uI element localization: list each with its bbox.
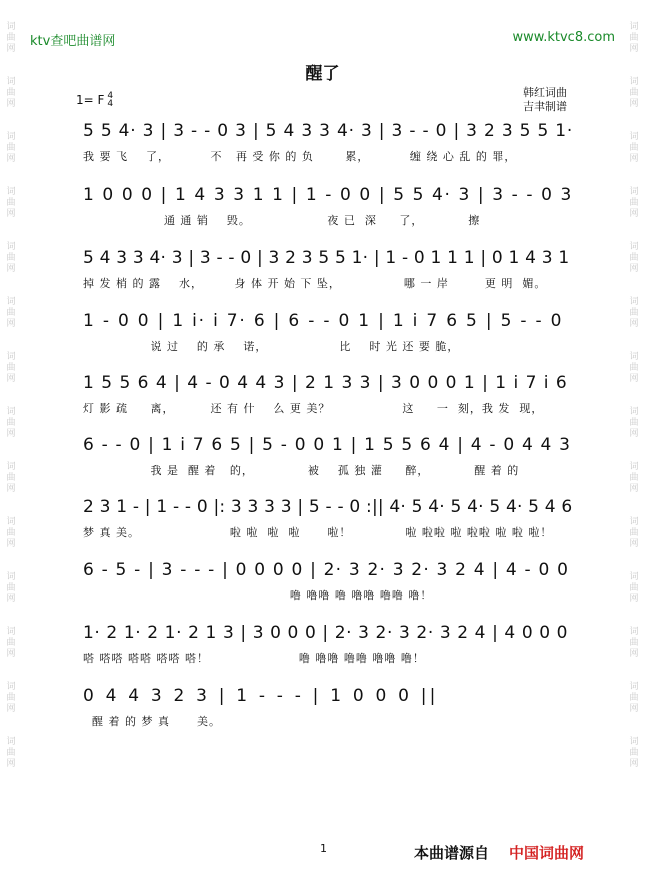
page-title: 醒了 [305, 64, 340, 84]
notation-line: 6 - - 0 | 1 i 7 6 5 | 5 - 0 0 1 | 1 5 5 6 4 | 4 - 0 4 4 3 [83, 435, 572, 455]
time-signature [107, 92, 113, 108]
right-watermark-strip [623, 0, 645, 891]
watermark-glyph: 词 曲 网 [629, 572, 639, 604]
notation-line: 1 5 5 6 4 | 4 - 0 4 4 3 | 2 1 3 3 | 3 0 0 0 1 | 1 i 7 i 6 [83, 373, 568, 393]
score-line [83, 308, 573, 358]
site-url-right[interactable]: www.ktvc8.com [512, 30, 615, 45]
time-top: 4 [107, 91, 114, 101]
watermark-glyph: 词 曲 网 [6, 352, 16, 384]
lyric-line: 说 过 的 承 诺， 比 时 光 还 要 脆， [83, 340, 460, 353]
watermark-glyph: 词 曲 网 [6, 627, 16, 659]
score-line [83, 620, 573, 670]
lyric-line: 掉 发 梢 的 露 水， 身 体 开 始 下 坠， 哪 一 岸 更 明 媚。 [83, 277, 547, 290]
watermark-glyph: 词 曲 网 [6, 132, 16, 164]
notation-line: 5 5 4· 3 | 3 - - 0 3 | 5 4 3 3 4· 3 | 3 - - 0 | 3 2 3 5 5 1· [83, 121, 574, 141]
notation-line: 1· 2 1· 2 1· 2 1 3 | 3 0 0 0 | 2· 3 2· 3 2· 3 2 4 | 4 0 0 0 [83, 623, 569, 643]
lyric-line: 通 通 销 毁。 夜 已 深 了， 擦 [83, 214, 481, 227]
score-line [83, 118, 573, 168]
score-line [83, 432, 573, 482]
source-brand[interactable]: 中国词曲网 [509, 844, 585, 862]
notation-line: 0 4 4 3 2 3 | 1 - - - | 1 0 0 0 || [83, 686, 439, 706]
watermark-glyph: 词 曲 网 [629, 132, 639, 164]
watermark-glyph: 词 曲 网 [629, 22, 639, 54]
score-line [83, 370, 573, 420]
credits [523, 86, 567, 114]
score-line [83, 557, 573, 607]
watermark-glyph: 词 曲 网 [6, 77, 16, 109]
credit-composer: 韩红词曲 [523, 86, 567, 99]
lyric-line: 噜 噜噜 噜 噜噜 噜噜 噜！ [83, 589, 433, 602]
watermark-glyph: 词 曲 网 [629, 297, 639, 329]
credit-transcriber: 吉聿制谱 [523, 100, 567, 113]
watermark-glyph: 词 曲 网 [6, 517, 16, 549]
lyric-line: 嗒 嗒嗒 嗒嗒 嗒嗒 嗒！ 噜 噜噜 噜噜 噜噜 噜！ [83, 652, 425, 665]
watermark-glyph: 词 曲 网 [6, 737, 16, 769]
notation-line: 1 0 0 0 | 1 4 3 3 1 1 | 1 - 0 0 | 5 5 4· 3 | 3 - - 0 3 [83, 185, 573, 205]
source-label: 本曲谱源自 [414, 844, 490, 862]
lyric-line: 我 要 飞 了， 不 再 受 你 的 负 累， 缠 绕 心 乱 的 罪， [83, 150, 517, 163]
key-label: 1= F [76, 93, 105, 107]
watermark-glyph: 词 曲 网 [629, 77, 639, 109]
watermark-glyph: 词 曲 网 [629, 352, 639, 384]
notation-line: 6 - 5 - | 3 - - - | 0 0 0 0 | 2· 3 2· 3 2· 3 2 4 | 4 - 0 0 [83, 560, 570, 580]
watermark-glyph: 词 曲 网 [629, 187, 639, 219]
lyric-line: 醒 着 的 梦 真 美。 [83, 715, 221, 728]
watermark-glyph: 词 曲 网 [629, 517, 639, 549]
watermark-glyph: 词 曲 网 [629, 682, 639, 714]
watermark-glyph: 词 曲 网 [6, 682, 16, 714]
notation-line: 1 - 0 0 | 1 i· i 7· 6 | 6 - - 0 1 | 1 i 7 6 5 | 5 - - 0 [83, 311, 564, 331]
watermark-glyph: 词 曲 网 [629, 407, 639, 439]
left-watermark-strip [0, 0, 22, 891]
time-bottom: 4 [107, 99, 114, 109]
score-line [83, 494, 573, 544]
watermark-glyph: 词 曲 网 [6, 187, 16, 219]
page-number: 1 [320, 842, 327, 855]
score-line [83, 182, 573, 232]
watermark-glyph: 词 曲 网 [629, 462, 639, 494]
watermark-glyph: 词 曲 网 [6, 242, 16, 274]
score-line [83, 683, 573, 733]
lyric-line: 我 是 醒 着 的， 被 孤 独 灌 醉， 醒 着 的 [83, 464, 520, 477]
site-name-left[interactable]: ktv查吧曲谱网 [30, 34, 116, 49]
watermark-glyph: 词 曲 网 [629, 242, 639, 274]
watermark-glyph: 词 曲 网 [6, 297, 16, 329]
source-footer [414, 842, 584, 863]
key-signature [76, 92, 113, 108]
watermark-glyph: 词 曲 网 [629, 737, 639, 769]
watermark-glyph: 词 曲 网 [6, 22, 16, 54]
watermark-glyph: 词 曲 网 [629, 627, 639, 659]
watermark-glyph: 词 曲 网 [6, 407, 16, 439]
notation-line: 5 4 3 3 4· 3 | 3 - - 0 | 3 2 3 5 5 1· | 1 - 0 1 1 1 | 0 1 4 3 1 [83, 248, 570, 268]
watermark-glyph: 词 曲 网 [6, 462, 16, 494]
score-line [83, 245, 573, 295]
lyric-line: 梦 真 美。 啦 啦 啦 啦 啦！ 啦 啦啦 啦 啦啦 啦 啦 啦！ [83, 526, 553, 539]
watermark-glyph: 词 曲 网 [6, 572, 16, 604]
notation-line: 2 3 1 - | 1 - - 0 |: 3 3 3 3 | 5 - - 0 :|| 4· 5 4· 5 4· 5 4· 5 4 6 [83, 497, 573, 517]
lyric-line: 灯 影 疏 离， 还 有 什 么 更 美？ 这 一 刻，我 发 现， [83, 402, 544, 415]
